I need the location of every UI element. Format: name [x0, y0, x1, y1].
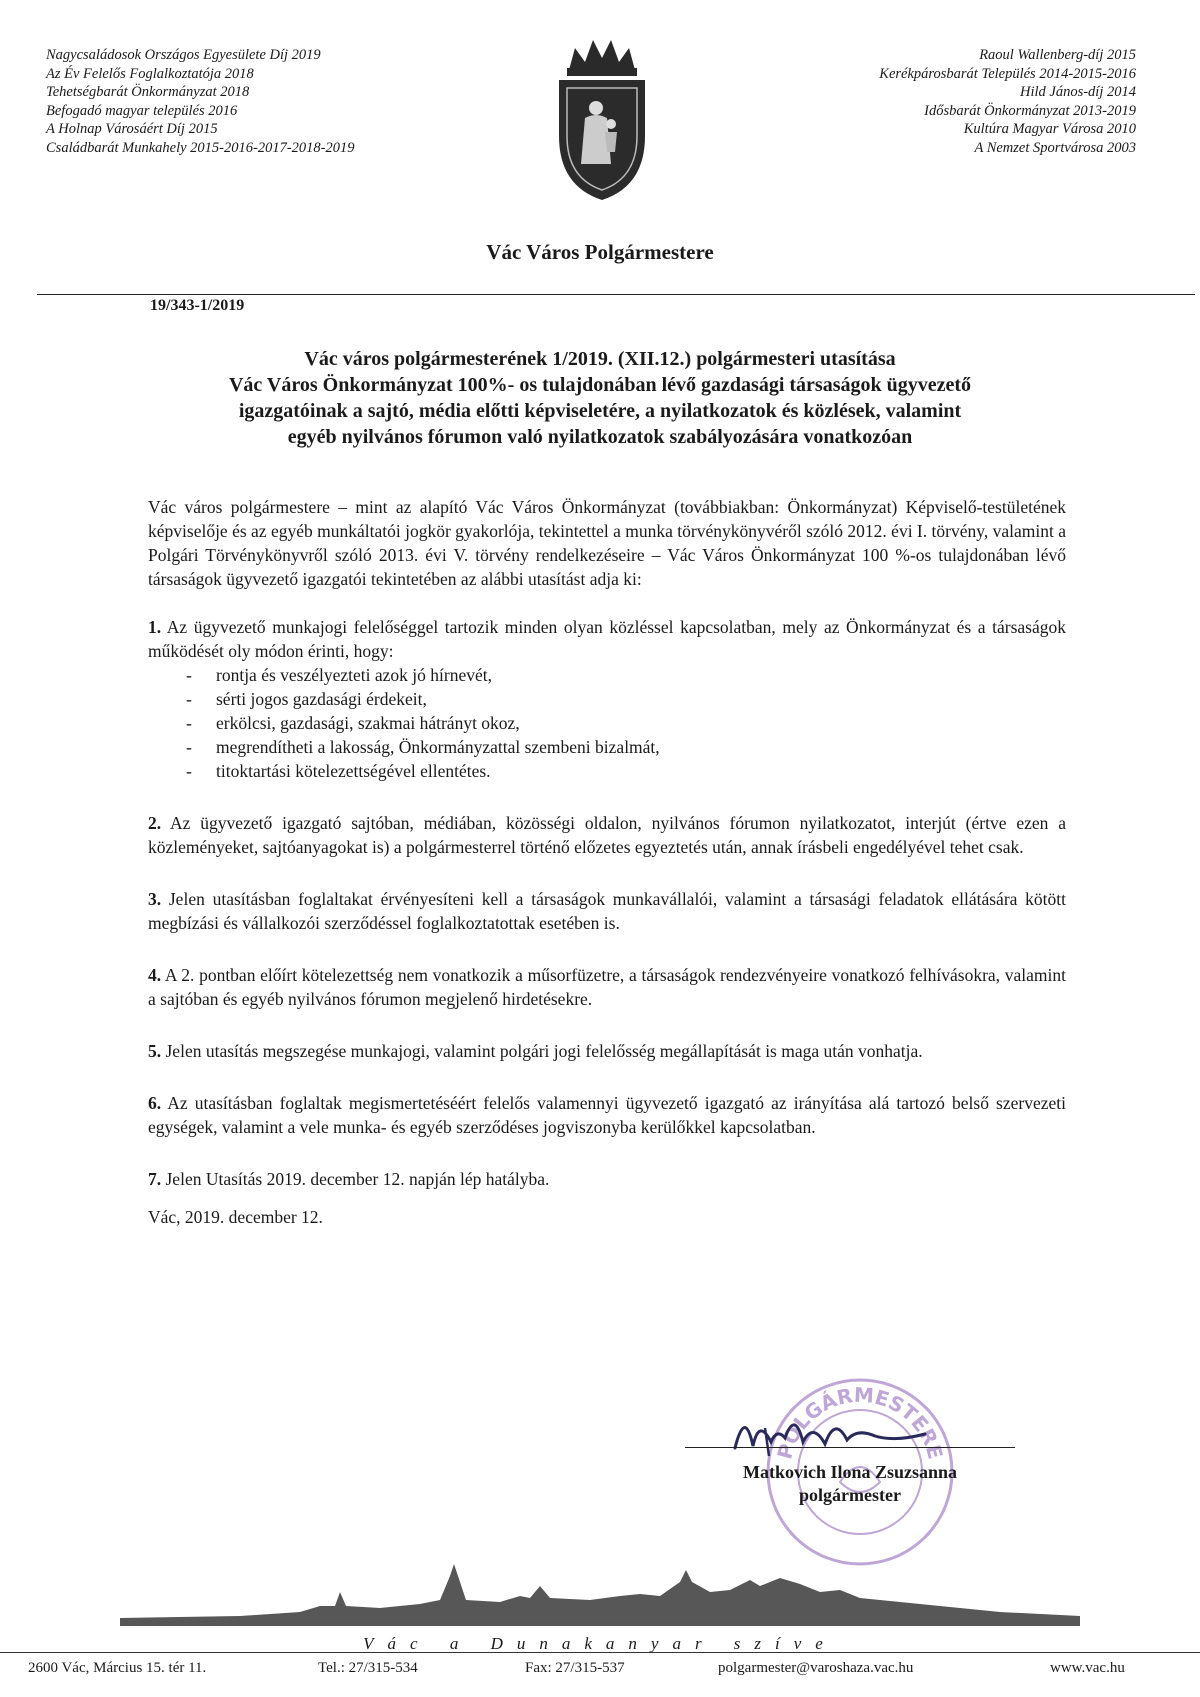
signature-line: [685, 1447, 1015, 1448]
signer-block: [685, 1461, 1015, 1507]
point-text: Jelen utasítás megszegése munkajogi, valamint polgári jogi felelősség megállapítását is maga után vonhatja.: [165, 1041, 923, 1061]
reference-number: 19/343-1/2019: [150, 297, 245, 314]
award-item: Kerékpárosbarát Település 2014-2015-2016: [879, 65, 1136, 82]
footer-email[interactable]: polgarmester@varoshaza.vac.hu: [718, 1660, 914, 1676]
point-number: 4.: [148, 965, 162, 985]
point-3: [148, 887, 1066, 935]
footer-fax: Fax: 27/315-537: [525, 1660, 625, 1676]
coat-of-arms-icon: [551, 36, 653, 202]
point-text: Az ügyvezető munkajogi felelőséggel tartozik minden olyan közléssel kapcsolatban, mely az Önkormányzat és a társaságok működését oly módon érinti, hogy:: [148, 617, 1066, 661]
handwritten-signature: [725, 1398, 945, 1468]
award-item: A Nemzet Sportvárosa 2003: [974, 139, 1136, 156]
point-1-bullets: [148, 663, 1066, 783]
point-text: Jelen Utasítás 2019. december 12. napján lép hatályba.: [165, 1169, 550, 1189]
signer-name: Matkovich Ilona Zsuzsanna: [742, 1462, 958, 1482]
point-6: [148, 1091, 1066, 1139]
office-heading: Vác Város Polgármestere: [486, 240, 714, 264]
point-text: Jelen utasításban foglaltakat érvényesíteni kell a társaságok munkavállalói, valamint a társasági feladatok ellátására kötött megbízási és vállalkozói szerződéssel foglalkoztatottak esetében is.: [148, 889, 1067, 933]
point-number: 2.: [148, 813, 162, 833]
header-divider: [37, 294, 1195, 295]
title-line: Vác város polgármesterének 1/2019. (XII.12.) polgármesteri utasítása: [304, 348, 896, 370]
title-line: Vác Város Önkormányzat 100%- os tulajdonában lévő gazdasági társaságok ügyvezető: [228, 374, 972, 396]
awards-list-right: [879, 46, 1136, 158]
list-item: - rontja és veszélyezteti azok jó hírnevét,: [186, 663, 1066, 687]
footer-phone: Tel.: 27/315-534: [318, 1660, 418, 1676]
point-number: 3.: [148, 889, 162, 909]
intro-paragraph: Vác város polgármestere – mint az alapító Vác Város Önkormányzat (továbbiakban: Önkormányzat) Képviselő-testületének képviselője és az egyéb munkáltatói jogkör gyakorlója, tekintettel a munka törvénykönyvéről szóló 2012. évi I. törvény, valamint a Polgári Törvénykönyvről szóló 2013. évi V. törvény rendelkezéseire – Vác Város Önkormányzat 100 %-os tulajdonában lévő társaságok ügyvezető igazgatói tekintetében az alábbi utasítást adja ki:: [148, 497, 1066, 589]
title-line: igazgatóinak a sajtó, média előtti képviseletére, a nyilatkozatok és közlések, valamint: [238, 400, 962, 422]
footer-address: 2600 Vác, Március 15. tér 11.: [28, 1660, 207, 1676]
footer-website[interactable]: www.vac.hu: [1050, 1660, 1125, 1676]
point-number: 5.: [148, 1041, 162, 1061]
list-item: - erkölcsi, gazdasági, szakmai hátrányt okoz,: [186, 711, 1066, 735]
award-item: Az Év Felelős Foglalkoztatója 2018: [46, 65, 254, 82]
list-item: - megrendítheti a lakosság, Önkormányzattal szembeni bizalmát,: [186, 735, 1066, 759]
point-5: [148, 1039, 1066, 1063]
town-motto: Vác a Dunakanyar szíve: [363, 1634, 837, 1653]
point-2: [148, 811, 1066, 859]
list-item: - titoktartási kötelezettségével ellentétes.: [186, 759, 1066, 783]
award-item: Családbarát Munkahely 2015-2016-2017-2018-2019: [46, 139, 355, 156]
point-number: 7.: [148, 1169, 162, 1189]
point-7: [148, 1167, 1066, 1191]
svg-text:POLGÁRMESTERE: POLGÁRMESTERE: [772, 1382, 948, 1462]
point-number: 6.: [148, 1093, 162, 1113]
footer-divider: [0, 1652, 1200, 1653]
awards-list-left: [46, 46, 355, 158]
point-text: Az ügyvezető igazgató sajtóban, médiában, közösségi oldalon, nyilvános fórumon nyilatkozatot, interjút (értve ezen a közleményeket, sajtóanyagokat is) a polgármesterrel történő előzetes egyeztetés után, annak írásbeli engedélyével tehet csak.: [148, 813, 1066, 857]
award-item: Kultúra Magyar Városa 2010: [963, 121, 1136, 138]
document-title: [140, 346, 1060, 450]
award-item: Idősbarát Önkormányzat 2013-2019: [924, 102, 1136, 119]
point-text: Az utasításban foglaltak megismertetéséért felelős valamennyi ügyvezető igazgató az irányítása alá tartozó belső szervezeti egységek, valamint a vele munka- és egyéb szerződéses jogviszonyba kerülőkkel kapcsolatban.: [148, 1093, 1066, 1137]
point-number: 1.: [148, 617, 162, 637]
award-item: Raoul Wallenberg-díj 2015: [979, 47, 1136, 63]
award-item: A Holnap Városáért Díj 2015: [46, 121, 218, 138]
title-line: egyéb nyilvános fórumon való nyilatkozatok szabályozására vonatkozóan: [287, 426, 913, 448]
award-item: Nagycsaládosok Országos Egyesülete Díj 2019: [46, 47, 321, 63]
place-date: Vác, 2019. december 12.: [148, 1207, 323, 1227]
point-4: [148, 963, 1066, 1011]
document-body: [148, 495, 1066, 1229]
signer-role: polgármester: [799, 1485, 901, 1505]
list-item: - sérti jogos gazdasági érdekeit,: [186, 687, 1066, 711]
award-item: Tehetségbarát Önkormányzat 2018: [46, 84, 250, 101]
award-item: Hild János-díj 2014: [1020, 84, 1136, 101]
point-1: [148, 615, 1066, 663]
town-skyline-illustration: [120, 1556, 1080, 1626]
point-text: A 2. pontban előírt kötelezettség nem vonatkozik a műsorfüzetre, a társaságok rendezvényeire vonatkozó felhívásokra, valamint a sajtóban és egyéb nyilvános fórumon megjelenő hirdetésekre.: [148, 965, 1066, 1009]
award-item: Befogadó magyar település 2016: [46, 102, 238, 119]
